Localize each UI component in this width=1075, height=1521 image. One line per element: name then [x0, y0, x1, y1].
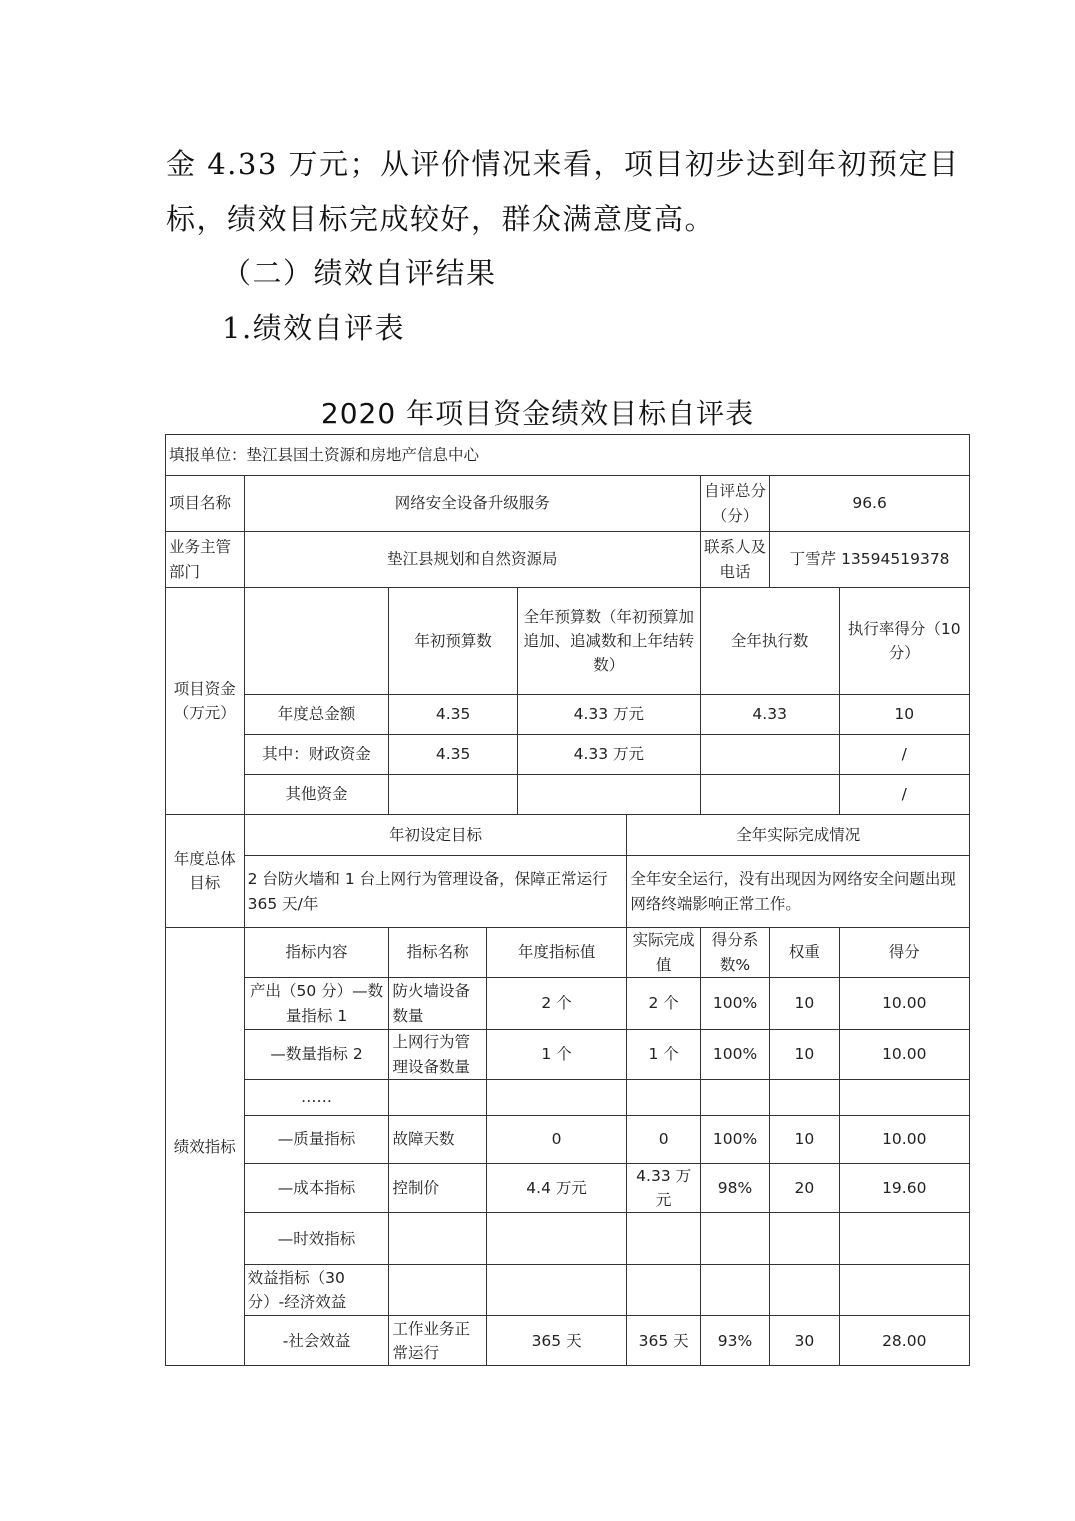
contact-label: 联系人及电话	[700, 532, 769, 588]
indicator-score: 10.00	[839, 1030, 970, 1080]
funds-row-annual: 4.33 万元	[517, 735, 700, 775]
indicator-actual	[627, 1265, 700, 1316]
performance-indicators-label: 绩效指标	[166, 928, 245, 1366]
section-heading: （二）绩效自评结果	[222, 256, 497, 290]
indicator-content: -社会效益	[244, 1316, 389, 1366]
intro-line-2: 标，绩效目标完成较好，群众满意度高。	[166, 202, 716, 236]
indicator-actual: 1 个	[627, 1030, 700, 1080]
funds-row-executed: 4.33	[700, 695, 839, 735]
annual-goal-label: 年度总体目标	[166, 815, 245, 928]
indicator-coef: 98%	[700, 1164, 769, 1213]
table-row	[166, 1265, 970, 1316]
indicator-name: 控制价	[389, 1164, 486, 1213]
contact-value: 丁雪芹 13594519378	[770, 532, 970, 588]
indicator-name: 工作业务正常运行	[389, 1316, 486, 1366]
funds-header-executed: 全年执行数	[700, 588, 839, 695]
subsection-heading: 1.绩效自评表	[222, 311, 406, 345]
intro-line-1: 金 4.33 万元；从评价情况来看，项目初步达到年初预定目	[166, 147, 960, 181]
funds-row-initial: 4.35	[389, 735, 517, 775]
indicator-coef	[700, 1213, 769, 1265]
self-evaluation-table	[165, 434, 970, 1366]
indicator-actual: 4.33 万元	[627, 1164, 700, 1213]
funds-row-name: 其中：财政资金	[244, 735, 389, 775]
funds-header-initial: 年初预算数	[389, 588, 517, 695]
table-title: 2020 年项目资金绩效目标自评表	[320, 397, 755, 430]
indicator-weight: 10	[770, 978, 839, 1030]
indicator-score: 10.00	[839, 1116, 970, 1164]
funds-header-annual: 全年预算数（年初预算加追加、追减数和上年结转数）	[517, 588, 700, 695]
indicator-header-name: 指标名称	[389, 928, 486, 978]
funds-label: 项目资金（万元）	[166, 588, 245, 815]
funds-row-initial: 4.35	[389, 695, 517, 735]
indicator-coef: 100%	[700, 1030, 769, 1080]
indicator-content: —成本指标	[244, 1164, 389, 1213]
indicator-name	[389, 1265, 486, 1316]
indicator-content: —质量指标	[244, 1116, 389, 1164]
indicator-content: 效益指标（30 分）-经济效益	[244, 1265, 389, 1316]
indicator-score: 19.60	[839, 1164, 970, 1213]
indicator-actual	[627, 1080, 700, 1116]
indicator-header-target: 年度指标值	[486, 928, 627, 978]
indicator-weight: 10	[770, 1116, 839, 1164]
indicator-header-coef: 得分系数%	[700, 928, 769, 978]
funds-row-score: /	[839, 735, 970, 775]
actual-result-header: 全年实际完成情况	[627, 815, 970, 856]
funds-row-annual	[517, 775, 700, 815]
funds-row-executed	[700, 735, 839, 775]
funds-row-annual: 4.33 万元	[517, 695, 700, 735]
self-score-label: 自评总分（分）	[700, 476, 769, 532]
indicator-header-score: 得分	[839, 928, 970, 978]
indicator-target	[486, 1213, 627, 1265]
indicator-weight: 20	[770, 1164, 839, 1213]
funds-row-score: 10	[839, 695, 970, 735]
funds-row-executed	[700, 775, 839, 815]
indicator-weight	[770, 1080, 839, 1116]
table-row	[166, 1030, 970, 1080]
indicator-name: 防火墙设备数量	[389, 978, 486, 1030]
funds-header-score: 执行率得分（10 分）	[839, 588, 970, 695]
department-label: 业务主管部门	[166, 532, 245, 588]
department-value: 垫江县规划和自然资源局	[244, 532, 700, 588]
planned-goal-header: 年初设定目标	[244, 815, 627, 856]
table-row	[166, 1213, 970, 1265]
indicator-score	[839, 1265, 970, 1316]
indicator-actual	[627, 1213, 700, 1265]
indicator-weight: 30	[770, 1316, 839, 1366]
indicator-actual: 0	[627, 1116, 700, 1164]
table-row	[166, 695, 970, 735]
funds-row-initial	[389, 775, 517, 815]
table-row	[166, 775, 970, 815]
table-row	[166, 1316, 970, 1366]
indicator-score: 10.00	[839, 978, 970, 1030]
table-row	[166, 978, 970, 1030]
funds-row-name: 其他资金	[244, 775, 389, 815]
indicator-target: 4.4 万元	[486, 1164, 627, 1213]
planned-goal-text: 2 台防火墙和 1 台上网行为管理设备，保障正常运行 365 天/年	[244, 856, 627, 928]
indicator-header-actual: 实际完成值	[627, 928, 700, 978]
indicator-target	[486, 1080, 627, 1116]
indicator-name	[389, 1213, 486, 1265]
indicator-header-weight: 权重	[770, 928, 839, 978]
indicator-weight	[770, 1265, 839, 1316]
project-name-label: 项目名称	[166, 476, 245, 532]
self-score-value: 96.6	[770, 476, 970, 532]
indicator-coef	[700, 1080, 769, 1116]
indicator-name	[389, 1080, 486, 1116]
indicator-coef: 100%	[700, 1116, 769, 1164]
indicator-actual: 365 天	[627, 1316, 700, 1366]
table-row	[166, 1164, 970, 1213]
indicator-name: 故障天数	[389, 1116, 486, 1164]
table-row	[166, 1080, 970, 1116]
indicator-weight: 10	[770, 1030, 839, 1080]
table-row	[166, 735, 970, 775]
indicator-score: 28.00	[839, 1316, 970, 1366]
indicator-name: 上网行为管理设备数量	[389, 1030, 486, 1080]
funds-row-name: 年度总金额	[244, 695, 389, 735]
indicator-content: —时效指标	[244, 1213, 389, 1265]
funds-row-score: /	[839, 775, 970, 815]
indicator-coef: 93%	[700, 1316, 769, 1366]
indicator-target: 0	[486, 1116, 627, 1164]
indicator-weight	[770, 1213, 839, 1265]
indicator-score	[839, 1213, 970, 1265]
table-row	[166, 1116, 970, 1164]
indicator-actual: 2 个	[627, 978, 700, 1030]
indicator-target: 2 个	[486, 978, 627, 1030]
indicator-content: 产出（50 分）—数量指标 1	[244, 978, 389, 1030]
indicator-content: —数量指标 2	[244, 1030, 389, 1080]
reporting-unit: 填报单位：垫江县国土资源和房地产信息中心	[166, 435, 970, 476]
indicator-header-content: 指标内容	[244, 928, 389, 978]
indicator-target: 1 个	[486, 1030, 627, 1080]
indicator-content: ……	[244, 1080, 389, 1116]
actual-result-text: 全年安全运行，没有出现因为网络安全问题出现网络终端影响正常工作。	[627, 856, 970, 928]
indicator-coef: 100%	[700, 978, 769, 1030]
indicator-coef	[700, 1265, 769, 1316]
indicator-target: 365 天	[486, 1316, 627, 1366]
indicator-target	[486, 1265, 627, 1316]
indicator-score	[839, 1080, 970, 1116]
project-name-value: 网络安全设备升级服务	[244, 476, 700, 532]
